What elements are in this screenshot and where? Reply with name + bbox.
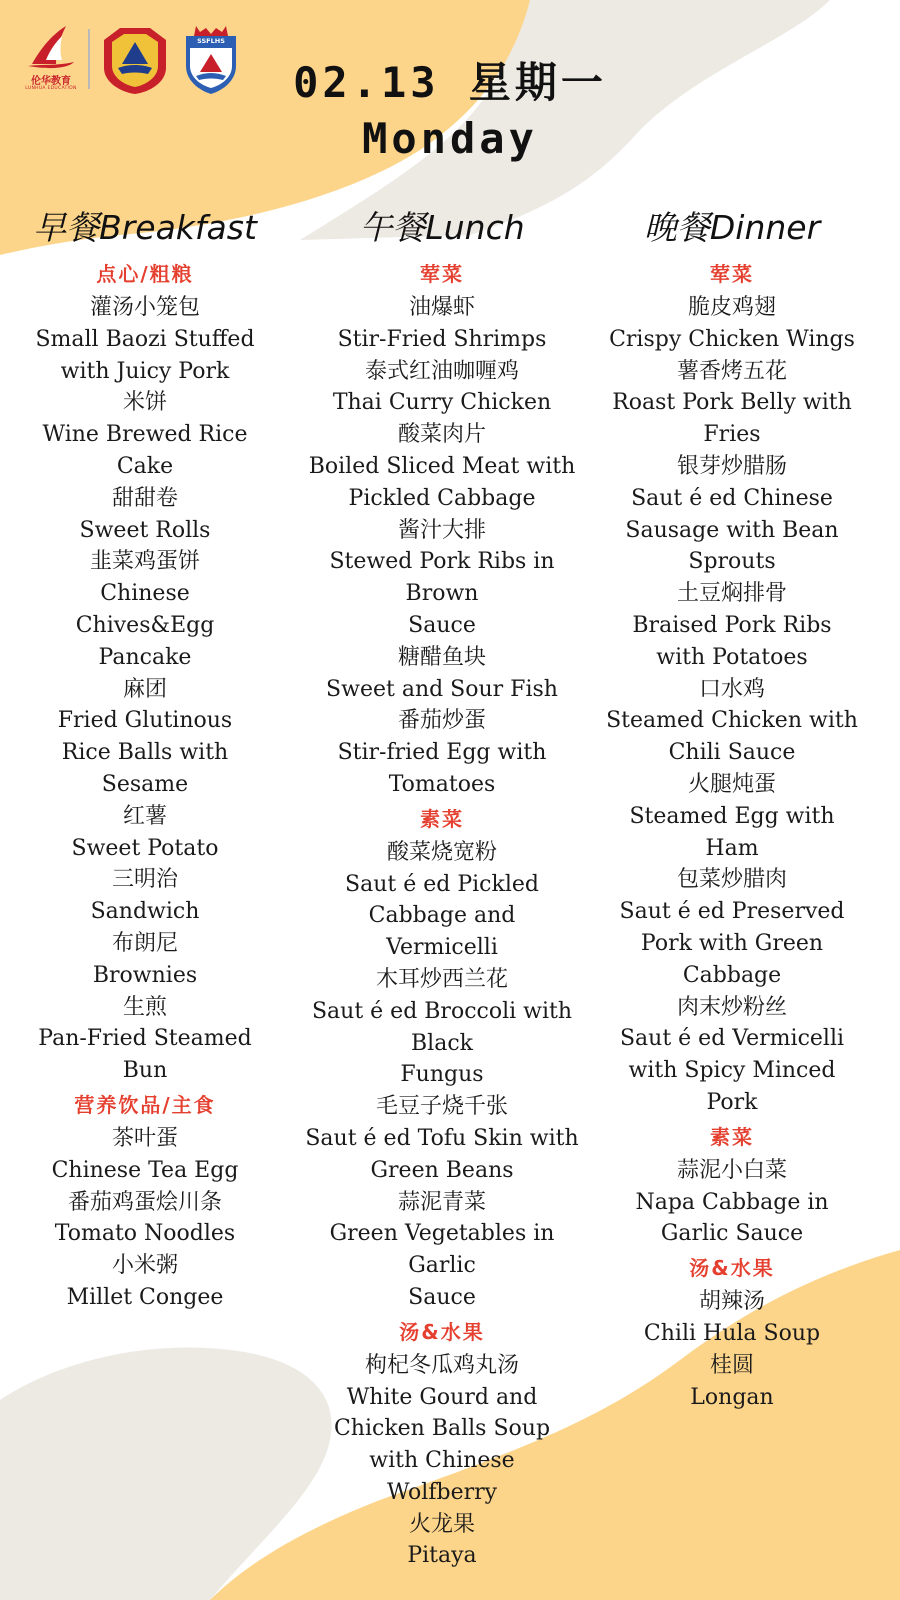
section-heading: 汤&水果 (399, 1319, 485, 1344)
menu-item: Cabbage (682, 962, 782, 988)
menu-item: Garlic Sauce (660, 1221, 804, 1247)
menu-item: 胡辣汤 (698, 1289, 765, 1315)
menu-item: 番茄鸡蛋烩川条 (67, 1189, 222, 1215)
menu-item: 韭菜鸡蛋饼 (89, 549, 200, 575)
menu-item: Sandwich (90, 899, 200, 925)
menu-item: Stewed Pork Ribs in Brown (329, 549, 555, 607)
menu-item: Pan-Fried Steamed (38, 1026, 252, 1052)
section-heading: 营养饮品/主食 (74, 1092, 216, 1117)
day-line: Monday (362, 114, 538, 163)
menu-item: Sesame (101, 771, 189, 797)
menu-item: Boiled Sliced Meat with (308, 453, 576, 479)
lunhua-en: LUNHUA EDUCATION (25, 86, 77, 91)
menu-item: Crispy Chicken Wings (609, 326, 855, 352)
menu-item: Chili Hula Soup (643, 1320, 821, 1346)
menu-item: 酸菜烧宽粉 (386, 839, 497, 865)
menu-item: 番茄炒蛋 (397, 708, 486, 734)
ssflhs-label: SSFLHS (197, 37, 225, 45)
menu-item: Fungus (400, 1062, 484, 1088)
menu-item: 酸菜肉片 (397, 422, 486, 448)
menu-item: Saut é ed Pickled Cabbage and (345, 871, 539, 929)
menu-item: Ham (705, 835, 759, 861)
menu-item: 麻团 (122, 676, 167, 702)
menu-item: 毛豆子烧千张 (375, 1094, 508, 1120)
menu-item: Chinese Tea Egg (51, 1157, 239, 1183)
menu-item: Green Beans (370, 1157, 514, 1183)
menu-item: 油爆虾 (408, 295, 475, 320)
section-heading: 点心/粗粮 (96, 262, 194, 286)
menu-item: 蒜泥青菜 (397, 1189, 486, 1215)
menu-item: Pork (706, 1089, 758, 1115)
menu-item: Fries (703, 422, 761, 448)
date-line: 02.13 星期一 (293, 58, 607, 107)
menu-item: Longan (690, 1384, 774, 1410)
menu-item: Sauce (408, 612, 476, 638)
menu-item: Rice Balls with (61, 740, 229, 766)
menu-item: 蒜泥小白菜 (676, 1157, 787, 1183)
menu-item: Stir-Fried Shrimps (337, 326, 547, 352)
menu-item: Napa Cabbage in (635, 1189, 829, 1215)
menu-item: Pork with Green (640, 930, 824, 956)
lunhua-name: 伦华教育 (31, 76, 71, 87)
menu-item: Saut é ed Preserved (619, 899, 845, 925)
menu-item: 口水鸡 (698, 676, 765, 702)
page-title (0, 55, 900, 167)
lunch-column (302, 200, 582, 1572)
menu-item: 甜甜卷 (111, 485, 178, 511)
menu-item: Bun (122, 1058, 168, 1084)
menu-item: Saut é ed Broccoli with Black (311, 998, 573, 1056)
menu-item: with Spicy Minced (628, 1058, 836, 1084)
breakfast-title: 早餐Breakfast (33, 208, 257, 247)
menu-item: Fried Glutinous (57, 708, 233, 734)
menu-item: 包菜炒腊肉 (676, 867, 787, 893)
menu-item: 三明治 (111, 867, 178, 893)
menu-item: Saut é ed Chinese (631, 485, 833, 511)
menu-item: Green Vegetables in Garlic (329, 1221, 555, 1279)
menu-item: Chinese (100, 581, 190, 607)
menu-item: Stir-fried Egg with Tomatoes (337, 740, 547, 797)
lunch-title: 午餐Lunch (359, 208, 525, 247)
menu-item: 布朗尼 (111, 930, 178, 956)
menu-item: Thai Curry Chicken (332, 390, 552, 416)
menu-item: Chicken Balls Soup (333, 1416, 551, 1442)
menu-item: Cake (116, 453, 174, 479)
menu-item: White Gourd and (346, 1384, 538, 1410)
menu-item: Sauce (408, 1284, 476, 1310)
menu-item: Pitaya (407, 1543, 477, 1569)
menu-item: 生煎 (122, 994, 167, 1020)
section-heading: 素菜 (710, 1124, 754, 1149)
menu-item: Roast Pork Belly with (612, 390, 852, 416)
menu-item: Steamed Chicken with (606, 708, 858, 734)
breakfast-column (5, 200, 285, 1314)
menu-item: 土豆焖排骨 (676, 581, 787, 607)
menu-item: Sprouts (688, 549, 776, 575)
menu-item: with Juicy Pork (60, 358, 230, 384)
menu-item: 火龙果 (408, 1511, 475, 1537)
menu-item: Wolfberry (386, 1479, 498, 1505)
menu-item: with Chinese (369, 1448, 515, 1474)
menu-item: Pickled Cabbage (348, 485, 536, 511)
menu-item: 薯香烤五花 (676, 358, 787, 384)
menu-item: 脆皮鸡翅 (687, 295, 776, 320)
menu-item: Millet Congee (66, 1284, 224, 1310)
menu-item: 火腿炖蛋 (687, 771, 776, 797)
menu-item: Braised Pork Ribs (632, 612, 832, 638)
menu-item: Small Baozi Stuffed (35, 326, 255, 352)
menu-item: 糖醋鱼块 (397, 644, 486, 670)
menu-item: 酱汁大排 (397, 517, 486, 543)
menu-item: 泰式红油咖喱鸡 (364, 358, 519, 384)
menu-item: 肉末炒粉丝 (676, 994, 787, 1020)
section-heading: 素菜 (420, 806, 464, 831)
menu-item: with Potatoes (656, 644, 808, 670)
menu-item: 枸杞冬瓜鸡丸汤 (364, 1352, 519, 1378)
menu-item: 小米粥 (111, 1253, 178, 1279)
menu-item: Sweet and Sour Fish (326, 676, 558, 702)
dinner-title: 晚餐Dinner (643, 208, 821, 247)
menu-item: Chili Sauce (668, 740, 796, 766)
menu-item: Sweet Rolls (79, 517, 211, 543)
menu-item: Saut é ed Vermicelli (619, 1026, 845, 1052)
menu-item: 灌汤小笼包 (89, 295, 200, 320)
menu-item: Steamed Egg with (629, 803, 835, 829)
menu-item: 桂圆 (709, 1352, 754, 1378)
dinner-column (592, 200, 872, 1413)
menu-item: Sausage with Bean (625, 517, 839, 543)
menu-item: Vermicelli (386, 935, 498, 961)
menu-item: Tomato Noodles (54, 1221, 236, 1247)
menu-item: Pancake (98, 644, 192, 670)
section-heading: 荤菜 (420, 262, 464, 286)
menu-item: Sweet Potato (71, 835, 219, 861)
menu-item: Chives&Egg (75, 612, 215, 638)
menu-item: Saut é ed Tofu Skin with (305, 1125, 579, 1151)
menu-item: 红薯 (122, 803, 167, 829)
menu-item: 木耳炒西兰花 (375, 966, 508, 992)
menu-item: Brownies (92, 962, 198, 988)
section-heading: 汤&水果 (689, 1256, 775, 1281)
section-heading: 荤菜 (710, 262, 754, 286)
menu-item: 茶叶蛋 (111, 1125, 178, 1151)
menu-item: 米饼 (122, 390, 167, 416)
menu-item: Wine Brewed Rice (42, 422, 248, 448)
menu-item: 银芽炒腊肠 (676, 453, 787, 479)
